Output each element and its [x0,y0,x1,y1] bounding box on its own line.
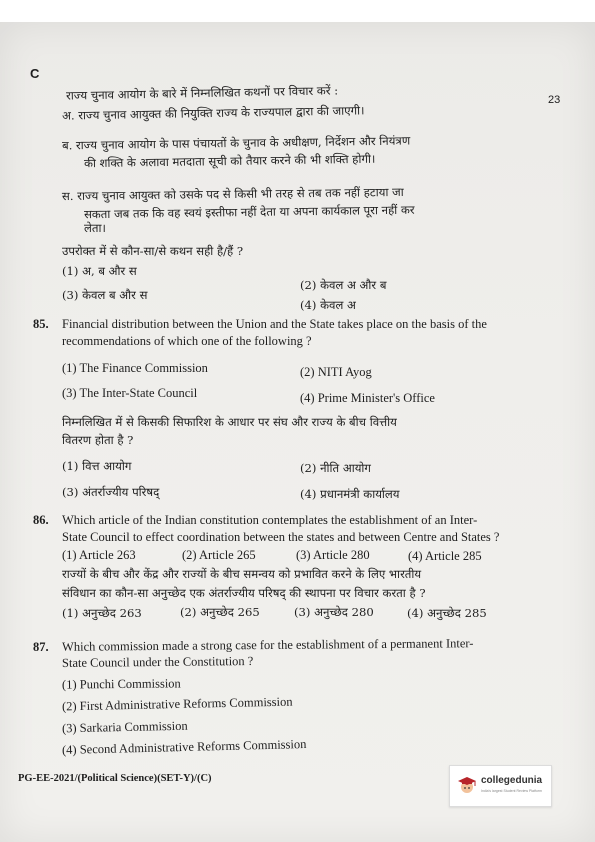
q84-hi-option-3: (3) केवल ब और स [62,288,148,302]
q85-hi-line1: निम्नलिखित में से किसकी सिफारिश के आधार पर संघ और राज्य के बीच वित्तीय [62,415,397,429]
q85-number: 85. [33,317,49,331]
q86-hi-line1: राज्यों के बीच और केंद्र और राज्यों के बीच समन्वय को प्रभावित करने के लिए भारतीय [62,567,422,581]
q84-hi-option-4: (4) केवल अ [300,298,356,312]
q84-hi-statement-c-line1: स. राज्य चुनाव आयुक्त को उसके पद से किसी भी तरह से तब तक नहीं हटाया जा [61,184,404,204]
q86-en-option-3: (3) Article 280 [296,548,370,562]
q85-hi-option-1: (1) वित्त आयोग [62,459,132,473]
q85-hi-option-2: (2) नीति आयोग [300,461,371,475]
q85-en-line2: recommendations of which one of the following ? [62,334,312,348]
q85-en-line1: Financial distribution between the Union and the State takes place on the basis of the [62,317,487,331]
q87-en-option-2: (2) First Administrative Reforms Commission [61,694,293,714]
watermark-name: collegedunia [481,775,543,786]
q85-en-option-3: (3) The Inter-State Council [62,386,198,400]
q87-en-option-3: (3) Sarkaria Commission [61,718,188,736]
q87-en-line1: Which commission made a strong case for the establishment of a permanent Inter- [61,636,474,654]
graduation-cap-icon [456,774,478,796]
q84-hi-statement-c-line3: लेता। [84,221,106,235]
q86-en-option-2: (2) Article 265 [182,548,256,562]
q85-hi-option-4: (4) प्रधानमंत्री कार्यालय [300,487,400,501]
watermark-tagline: India's largest Student Review Platform [481,789,542,793]
q84-hi-statement-b-line1: ब. राज्य चुनाव आयोग के पास पंचायतों के चुनाव के अधीक्षण, निर्देशन और नियंत्रण [61,133,411,153]
q85-en-option-4: (4) Prime Minister's Office [300,391,435,405]
q86-hi-line2: संविधान का कौन-सा अनुच्छेद एक अंतर्राज्यीय परिषद् की स्थापना पर विचार करता है ? [62,586,426,600]
q86-en-option-4: (4) Article 285 [408,549,482,563]
q86-number: 86. [33,513,49,527]
q84-hi-intro: राज्य चुनाव आयोग के बारे में निम्नलिखित कथनों पर विचार करें : [65,83,339,103]
q84-hi-statement-a: अ. राज्य चुनाव आयुक्त की नियुक्ति राज्य के राज्यपाल द्वारा की जाएगी। [61,103,365,123]
page-number: 23 [548,94,561,106]
q85-en-option-2: (2) NITI Ayog [300,365,372,379]
q86-hi-option-3: (3) अनुच्छेद 280 [294,605,374,619]
q87-number: 87. [33,640,49,654]
q84-hi-question: उपरोक्त में से कौन-सा/से कथन सही है/हैं ? [62,244,244,258]
set-code: C [30,66,40,81]
q86-hi-option-4: (4) अनुच्छेद 285 [407,606,487,620]
q85-hi-line2: वितरण होता है ? [62,433,134,447]
collegedunia-watermark [449,765,552,807]
q87-en-option-4: (4) Second Administrative Reforms Commission [61,737,307,757]
q86-en-option-1: (1) Article 263 [62,548,136,562]
q84-hi-option-1: (1) अ, ब और स [62,264,137,278]
exam-footer-code: PG-EE-2021/(Political Science)(SET-Y)/(C) [18,773,212,784]
q86-en-line2: State Council to effect coordination between the states and between Centre and States ? [62,530,500,544]
top-margin [0,0,595,22]
q86-hi-option-1: (1) अनुच्छेद 263 [62,606,142,620]
q85-hi-option-3: (3) अंतर्राज्यीय परिषद् [62,485,160,499]
q84-hi-statement-c-line2: सकता जब तक कि वह स्वयं इस्तीफा नहीं देता या अपना कार्यकाल पूरा नहीं कर [83,202,415,222]
q86-hi-option-2: (2) अनुच्छेद 265 [180,605,260,619]
q84-hi-statement-b-line2: की शक्ति के अलावा मतदाता सूची को तैयार करने की भी शक्ति होगी। [83,151,376,171]
q84-hi-option-2: (2) केवल अ और ब [300,278,387,292]
q87-en-line2: State Council under the Constitution ? [61,653,254,671]
q87-en-option-1: (1) Punchi Commission [61,676,181,692]
q86-en-line1: Which article of the Indian constitution contemplates the establishment of an Inter- [62,513,478,527]
q85-en-option-1: (1) The Finance Commission [62,361,208,375]
